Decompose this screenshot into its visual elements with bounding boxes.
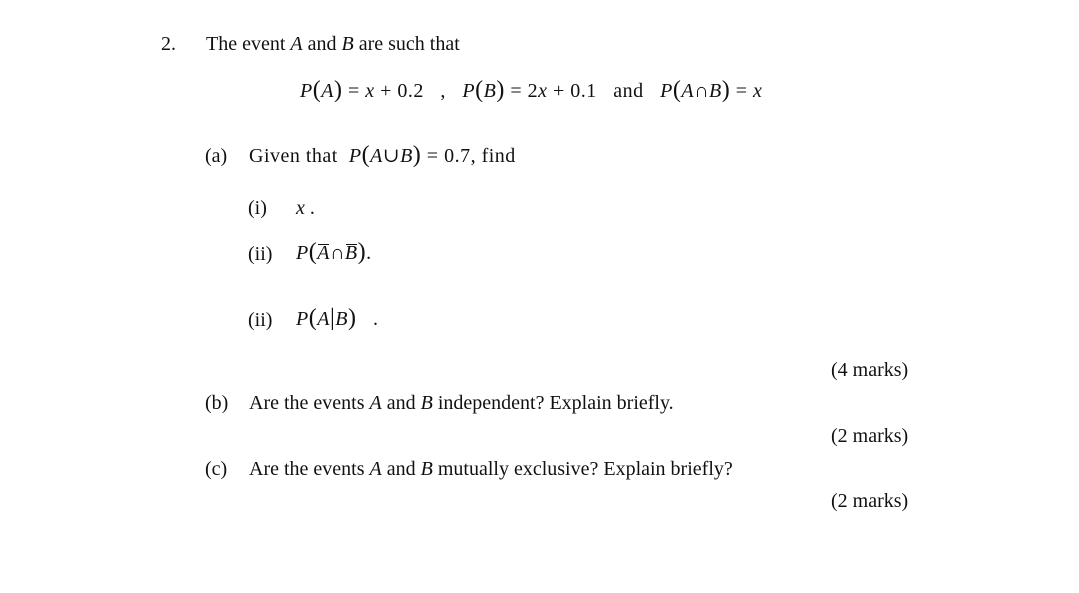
question-stem: The event A and B are such that [206, 33, 460, 55]
sub-item-i-expr: x . [296, 197, 315, 219]
sub-item-ii-label: (ii) [248, 243, 273, 265]
part-b-text: Are the events A and B independent? Explain briefly. [249, 392, 674, 414]
part-c-marks: (2 marks) [831, 490, 909, 512]
sub-item-ii-expr: P(A∩B). [296, 239, 372, 265]
part-b-marks: (2 marks) [831, 425, 909, 447]
sub-item-i-label: (i) [248, 197, 267, 219]
sub-item-iii-label: (ii) [248, 309, 273, 331]
part-c-label: (c) [205, 458, 228, 480]
part-b-label: (b) [205, 392, 229, 414]
part-a-label: (a) [205, 145, 228, 167]
part-a-marks: (4 marks) [831, 359, 909, 381]
part-a-text: Given that P(A∪B) = 0.7, find [249, 142, 516, 168]
sub-item-iii-expr: P(A|B) . [296, 305, 379, 331]
part-c-text: Are the events A and B mutually exclusive? Explain briefly? [249, 458, 733, 480]
question-number: 2. [161, 33, 176, 55]
given-equations: P(A) = x + 0.2 , P(B) = 2x + 0.1 and P(A∩B) = x [300, 77, 763, 103]
